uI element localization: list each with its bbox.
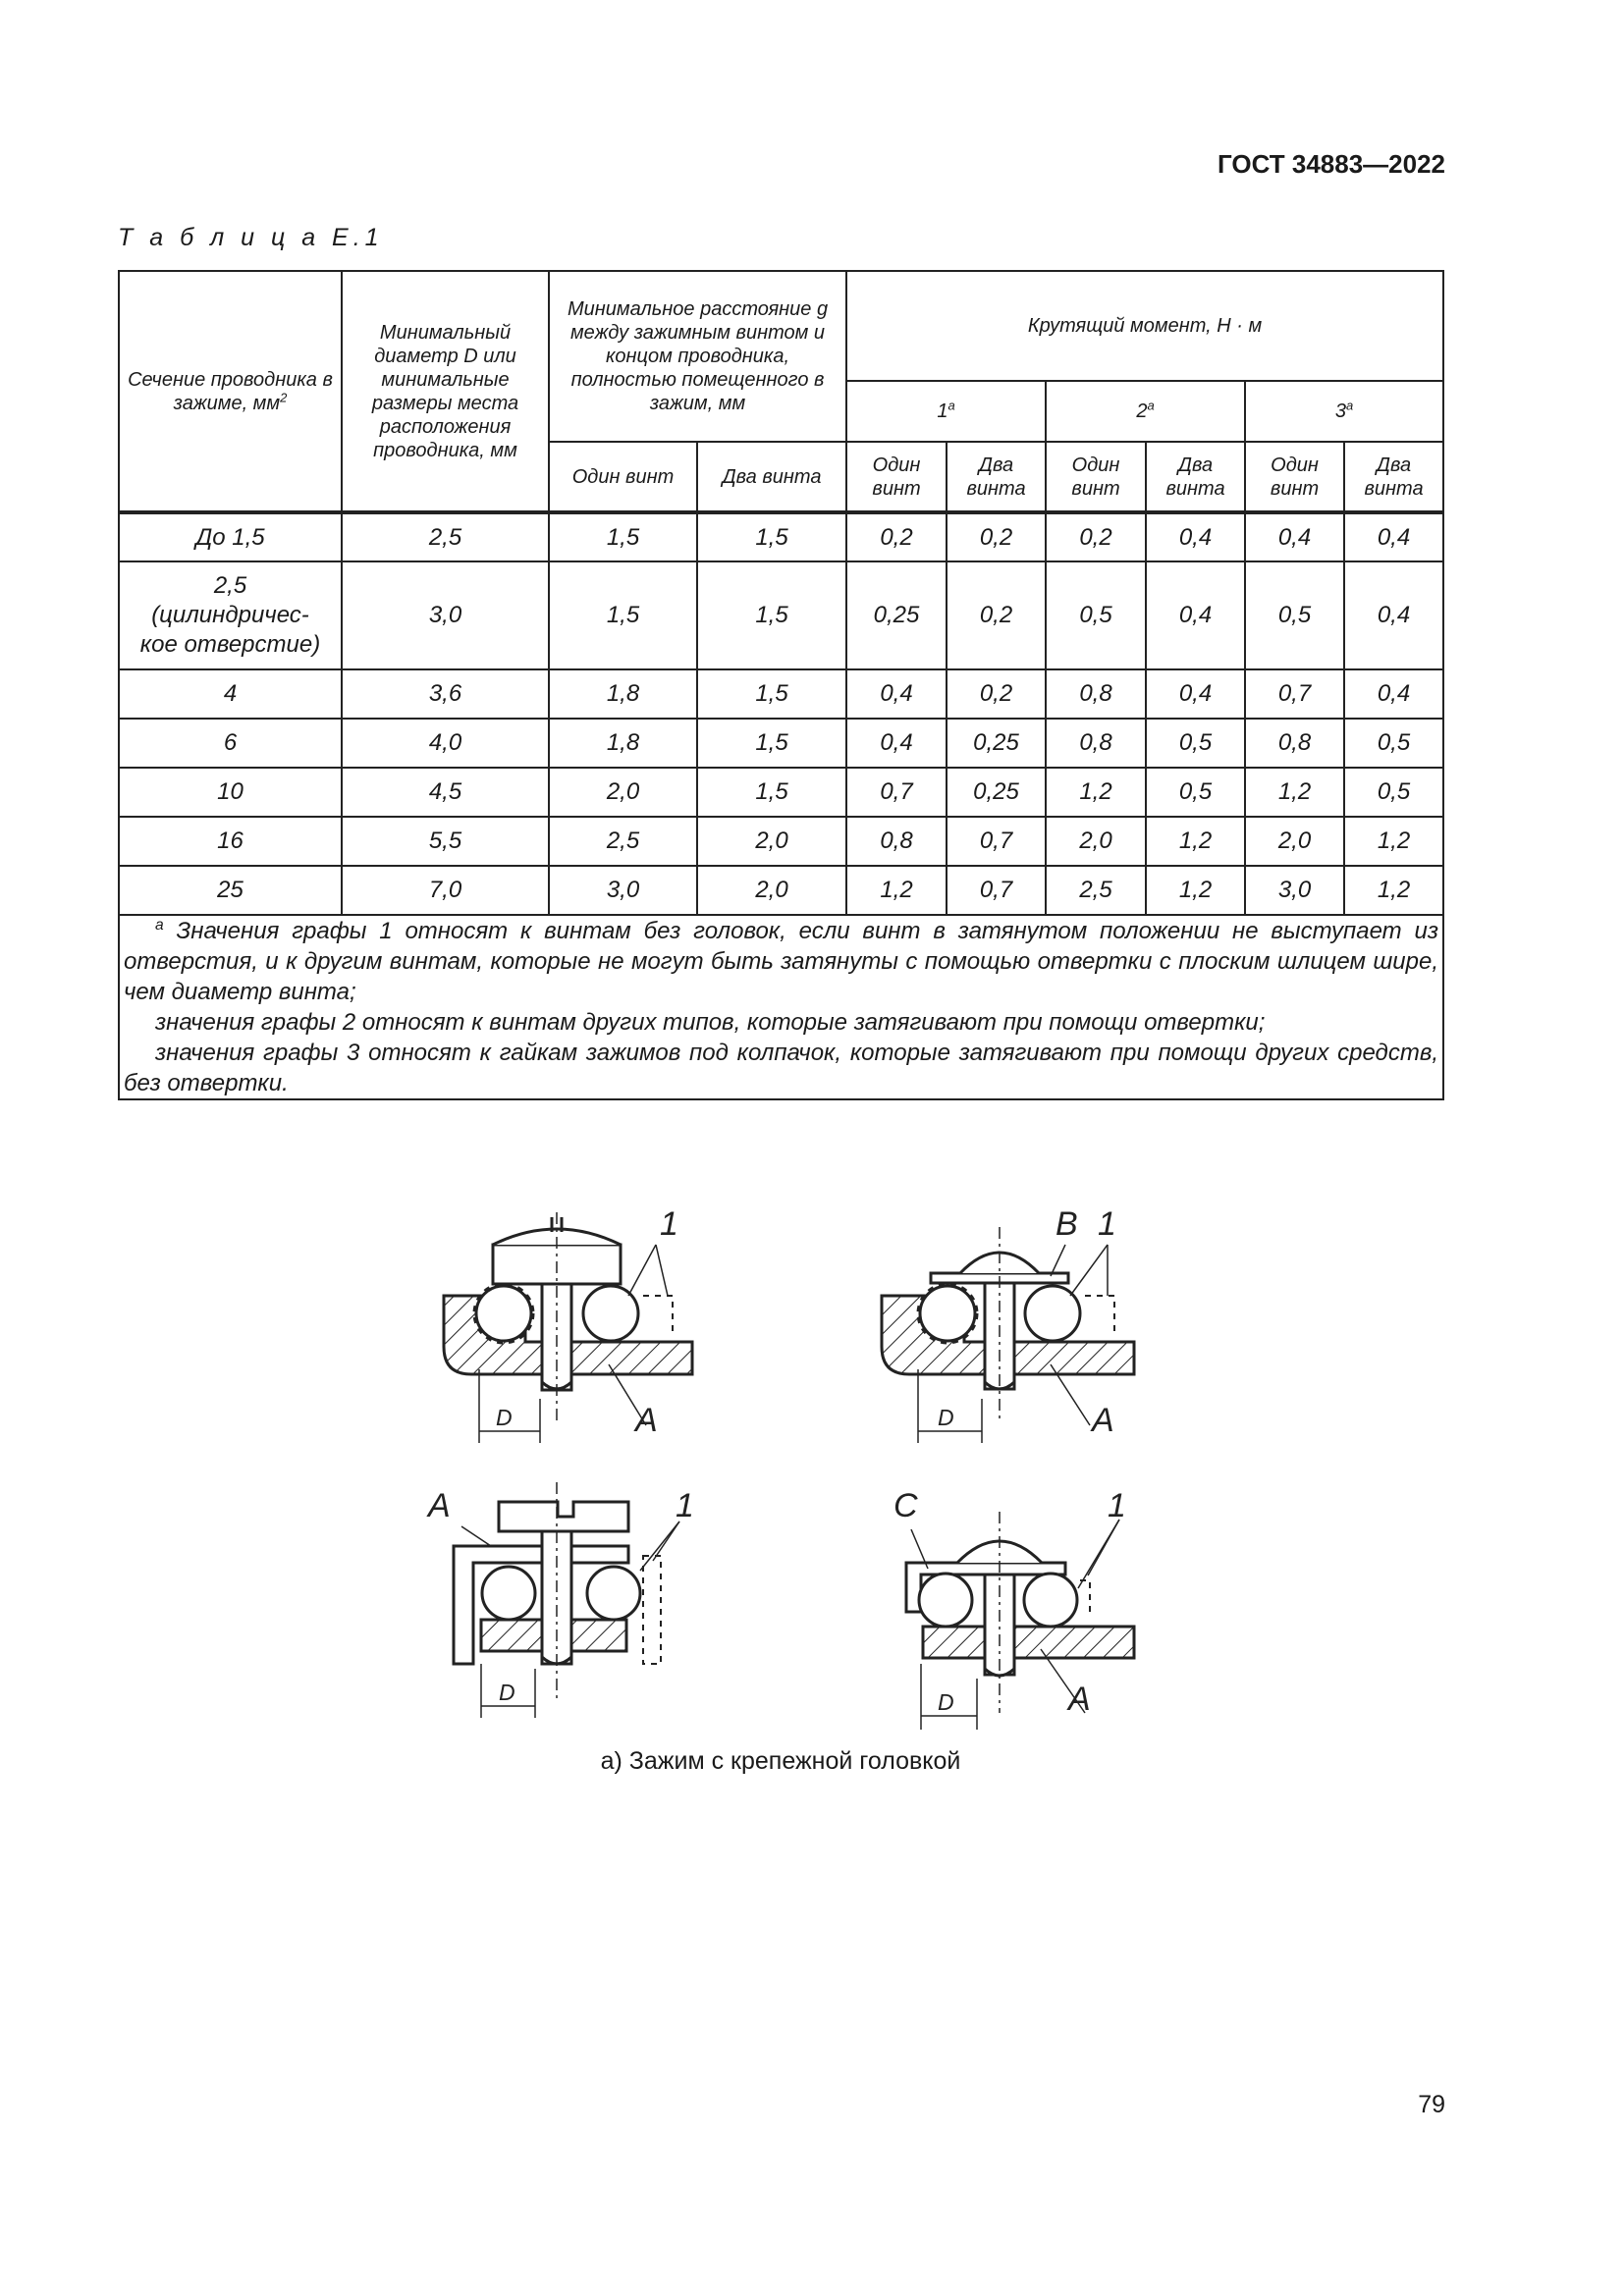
- cell-distance-two: 2,0: [697, 866, 846, 915]
- cell-torque: 0,25: [947, 719, 1046, 768]
- cell-torque: 0,2: [947, 669, 1046, 719]
- cell-distance-two: 1,5: [697, 669, 846, 719]
- cell-torque: 1,2: [1146, 817, 1245, 866]
- cell-torque: 2,0: [1245, 817, 1344, 866]
- cell-torque: 0,4: [1146, 512, 1245, 561]
- cell-distance-one: 1,5: [549, 512, 697, 561]
- label-1: 1: [676, 1487, 694, 1524]
- cell-diameter: 2,5: [342, 512, 549, 561]
- cell-diameter: 3,0: [342, 561, 549, 669]
- cell-torque: 0,25: [846, 561, 947, 669]
- label-d: D: [499, 1680, 515, 1705]
- cell-diameter: 4,5: [342, 768, 549, 817]
- cell-distance-one: 3,0: [549, 866, 697, 915]
- cell-torque: 0,7: [947, 866, 1046, 915]
- label-a: A: [1092, 1402, 1114, 1439]
- label-a: A: [428, 1487, 451, 1524]
- cell-distance-two: 1,5: [697, 719, 846, 768]
- cell-torque: 0,4: [1344, 561, 1443, 669]
- header-section: Сечение проводника в зажиме, $мм^2$: [119, 271, 342, 512]
- label-d: D: [938, 1405, 954, 1430]
- cell-torque: 1,2: [1245, 768, 1344, 817]
- cell-torque: 0,4: [1245, 512, 1344, 561]
- cell-torque: 1,2: [1046, 768, 1146, 817]
- label-1: 1: [660, 1205, 678, 1243]
- cell-torque: 0,4: [846, 719, 947, 768]
- cell-distance-two: 2,0: [697, 817, 846, 866]
- cell-torque: 0,8: [1046, 719, 1146, 768]
- cell-section: 10: [119, 768, 342, 817]
- cell-torque: 0,7: [947, 817, 1046, 866]
- cell-torque: 0,4: [1344, 512, 1443, 561]
- cell-torque: 0,7: [846, 768, 947, 817]
- footnote-line-1: $^а$ Значения графы 1 относят к винтам без головок, если винт в затянутом положении не выступает из отверстия, и к другим винтам, которые не могут быть затянуты с помощью отвертки с плоским шлицем шире, чем диаметр винта;: [124, 917, 1439, 1005]
- cell-torque: 2,5: [1046, 866, 1146, 915]
- header-two-screws-g1: Два винта: [947, 442, 1046, 512]
- header-torque-group-2: $2^а$: [1046, 381, 1245, 442]
- cell-torque: 0,5: [1046, 561, 1146, 669]
- cell-torque: 0,2: [947, 561, 1046, 669]
- header-torque: Крутящий момент, Н · м: [846, 271, 1443, 381]
- cell-torque: 0,5: [1146, 719, 1245, 768]
- clamp-drawing-3: [454, 1482, 679, 1718]
- cell-distance-one: 1,8: [549, 719, 697, 768]
- label-a: A: [1068, 1681, 1091, 1718]
- header-diameter: Минимальный диаметр D или минимальные размеры места расположения проводника, мм: [342, 271, 549, 512]
- label-c: C: [893, 1487, 918, 1524]
- cell-section: 2,5 (цилиндричес- кое отверстие): [119, 561, 342, 669]
- cell-torque: 1,2: [1146, 866, 1245, 915]
- header-torque-group-3: $3^а$: [1245, 381, 1443, 442]
- header-two-screws-g3: Два винта: [1344, 442, 1443, 512]
- label-a: A: [635, 1402, 658, 1439]
- cell-torque: 0,8: [1245, 719, 1344, 768]
- cell-torque: 0,5: [1245, 561, 1344, 669]
- cell-distance-one: 1,8: [549, 669, 697, 719]
- cell-section: 25: [119, 866, 342, 915]
- cell-torque: 1,2: [1344, 817, 1443, 866]
- cell-torque: 0,2: [1046, 512, 1146, 561]
- cell-torque: 1,2: [846, 866, 947, 915]
- header-one-screw: Один винт: [549, 442, 697, 512]
- cell-distance-two: 1,5: [697, 561, 846, 669]
- cell-torque: 0,4: [1146, 669, 1245, 719]
- cell-diameter: 7,0: [342, 866, 549, 915]
- header-two-screws: Два винта: [697, 442, 846, 512]
- cell-diameter: 4,0: [342, 719, 549, 768]
- label-1: 1: [1108, 1487, 1126, 1524]
- page-number: 79: [1418, 2091, 1445, 2118]
- header-one-screw-g3: Один винт: [1245, 442, 1344, 512]
- cell-section: 16: [119, 817, 342, 866]
- cell-torque: 1,2: [1344, 866, 1443, 915]
- header-torque-group-1: $1^а$: [846, 381, 1046, 442]
- figure-caption: а) Зажим с крепежной головкой: [600, 1747, 961, 1775]
- label-b: B: [1056, 1205, 1078, 1243]
- cell-distance-two: 1,5: [697, 512, 846, 561]
- cell-torque: 0,8: [846, 817, 947, 866]
- table-caption: Т а б л и ц а Е.1: [118, 224, 384, 251]
- cell-section: До 1,5: [119, 512, 342, 561]
- label-d: D: [938, 1689, 954, 1715]
- cell-torque: 0,4: [846, 669, 947, 719]
- cell-distance-one: 2,5: [549, 817, 697, 866]
- cell-torque: 0,5: [1146, 768, 1245, 817]
- footnote-line-2: значения графы 2 относят к винтам других типов, которые затягивают при помощи отвертки;: [155, 1009, 1266, 1036]
- cell-torque: 0,7: [1245, 669, 1344, 719]
- header-two-screws-g2: Два винта: [1146, 442, 1245, 512]
- cell-distance-two: 1,5: [697, 768, 846, 817]
- cell-torque: 0,4: [1146, 561, 1245, 669]
- cell-torque: 0,2: [846, 512, 947, 561]
- cell-torque: 0,8: [1046, 669, 1146, 719]
- cell-torque: 0,4: [1344, 669, 1443, 719]
- label-d: D: [496, 1405, 513, 1430]
- header-distance: Минимальное расстояние g между зажимным винтом и концом проводника, полностью помещенного в зажим, мм: [549, 271, 846, 442]
- cell-distance-one: 1,5: [549, 561, 697, 669]
- cell-section: 6: [119, 719, 342, 768]
- cell-distance-one: 2,0: [549, 768, 697, 817]
- cell-torque: 0,25: [947, 768, 1046, 817]
- label-1: 1: [1098, 1205, 1116, 1243]
- cell-diameter: 3,6: [342, 669, 549, 719]
- footnote-line-3: значения графы 3 относят к гайкам зажимов под колпачок, которые затягивают при помощи других средств, без отвертки.: [124, 1040, 1439, 1096]
- cell-torque: 0,5: [1344, 719, 1443, 768]
- cell-section: 4: [119, 669, 342, 719]
- cell-torque: 3,0: [1245, 866, 1344, 915]
- standard-code: ГОСТ 34883—2022: [1218, 149, 1445, 179]
- header-one-screw-g1: Один винт: [846, 442, 947, 512]
- header-one-screw-g2: Один винт: [1046, 442, 1146, 512]
- cell-torque: 2,0: [1046, 817, 1146, 866]
- cell-torque: 0,5: [1344, 768, 1443, 817]
- cell-diameter: 5,5: [342, 817, 549, 866]
- cell-torque: 0,2: [947, 512, 1046, 561]
